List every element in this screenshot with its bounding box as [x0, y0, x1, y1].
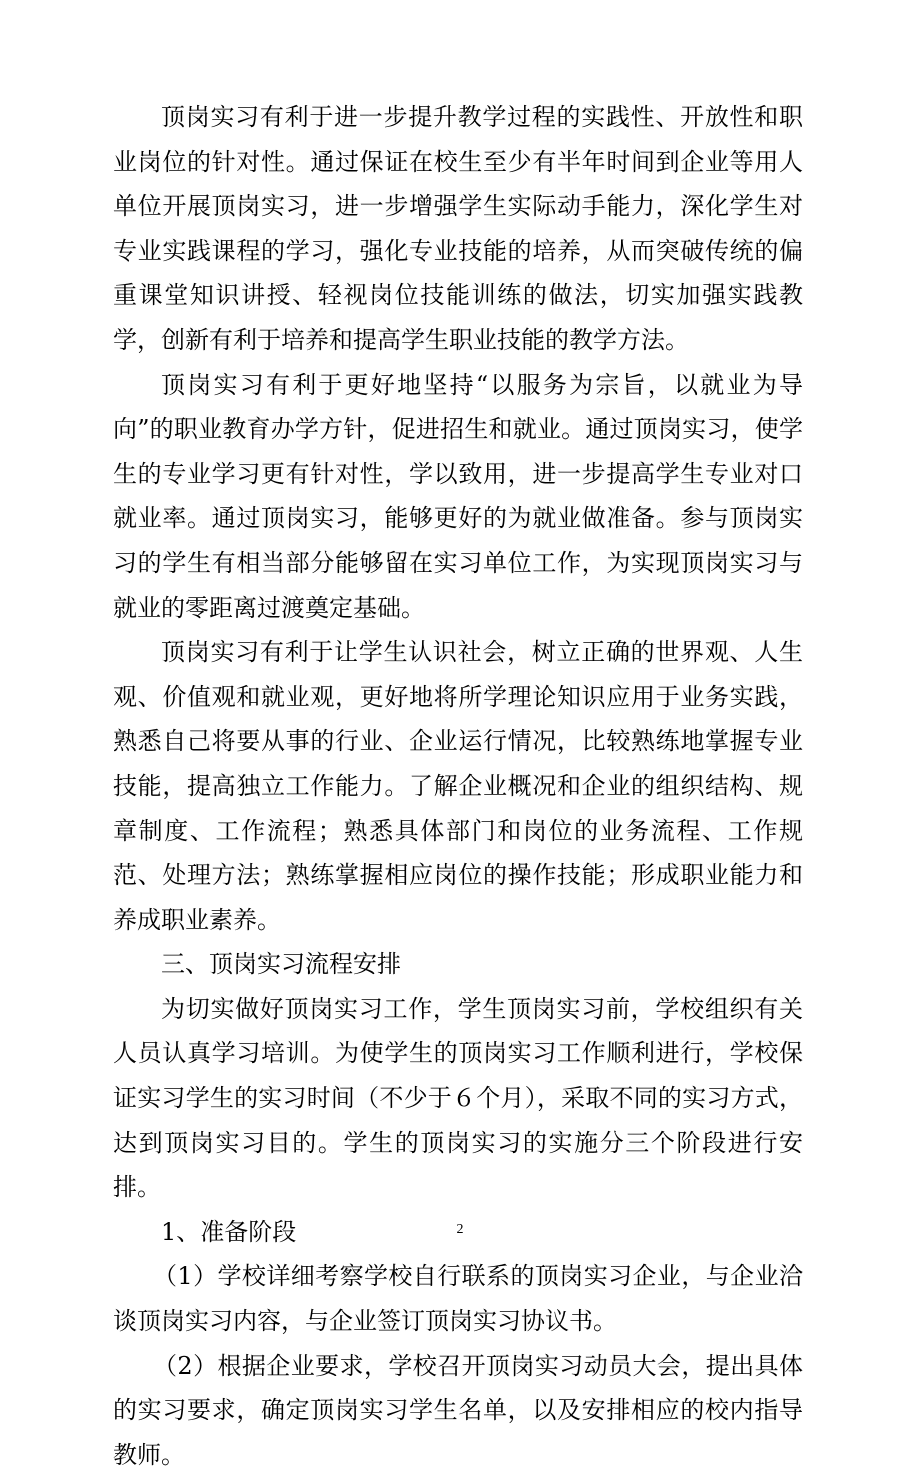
document-body	[113, 95, 803, 1477]
list-item-2: （2）根据企业要求，学校召开顶岗实习动员大会，提出具体的实习要求，确定顶岗实习学生名单，以及安排相应的校内指导教师。	[113, 1351, 803, 1469]
section-heading-process: 三、顶岗实习流程安排	[161, 950, 401, 979]
paragraph-process-overview: 为切实做好顶岗实习工作，学生顶岗实习前，学校组织有关人员认真学习培训。为使学生的顶岗实习工作顺利进行，学校保证实习学生的实习时间（不少于６个月），采取不同的实习方式，达到顶岗实习目的。学生的顶岗实习的实施分三个阶段进行安排。	[113, 994, 803, 1202]
list-item-1: （1）学校详细考察学校自行联系的顶岗实习企业，与企业洽谈顶岗实习内容，与企业签订顶岗实习协议书。	[113, 1262, 803, 1336]
subheading-preparation-stage: 1、准备阶段	[161, 1217, 297, 1246]
page-number: 2	[456, 1222, 464, 1237]
paragraph-social-awareness: 顶岗实习有利于让学生认识社会，树立正确的世界观、人生观、价值观和就业观，更好地将所学理论知识应用于业务实践，熟悉自己将要从事的行业、企业运行情况，比较熟练地掌握专业技能，提高独立工作能力。了解企业概况和企业的组织结构、规章制度、工作流程；熟悉具体部门和岗位的业务流程、工作规范、处理方法；熟练掌握相应岗位的操作技能；形成职业能力和养成职业素养。	[113, 638, 803, 934]
paragraph-employment: 顶岗实习有利于更好地坚持“以服务为宗旨，以就业为导向”的职业教育办学方针，促进招生和就业。通过顶岗实习，使学生的专业学习更有针对性，学以致用，进一步提高学生专业对口就业率。通过顶岗实习，能够更好的为就业做准备。参与顶岗实习的学生有相当部分能够留在实习单位工作，为实现顶岗实习与就业的零距离过渡奠定基础。	[113, 370, 803, 622]
paragraph-practice-teaching: 顶岗实习有利于进一步提升教学过程的实践性、开放性和职业岗位的针对性。通过保证在校生至少有半年时间到企业等用人单位开展顶岗实习，进一步增强学生实际动手能力，深化学生对专业实践课程的学习，强化专业技能的培养，从而突破传统的偏重课堂知识讲授、轻视岗位技能训练的做法，切实加强实践教学，创新有利于培养和提高学生职业技能的教学方法。	[113, 103, 803, 354]
